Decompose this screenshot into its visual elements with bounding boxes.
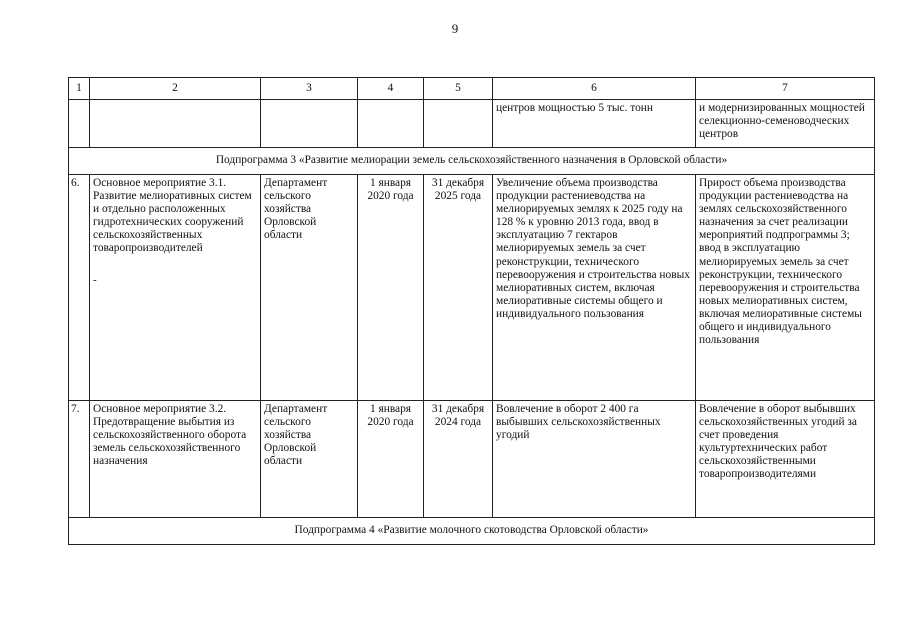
start-date-cell: 1 января 2020 года [358,175,424,401]
result-cell: центров мощностью 5 тыс. тонн [493,100,696,148]
empty-cell [90,100,261,148]
dash-mark: - [93,273,97,286]
header-cell: 1 [69,78,90,100]
row-number: 7. [69,401,90,518]
indicator-cell: и модернизированных мощностей селекционно-семеноводческих центров [696,100,875,148]
end-date-cell: 31 декабря 2024 года [424,401,493,518]
indicator-cell: Вовлечение в оборот выбывших сельскохозяйственных угодий за счет проведения культуртехнических работ сельскохозяйственными товаропроизводителями [696,401,875,518]
subprogram-row [69,518,875,545]
result-cell: Увеличение объема производства продукции растениеводства на мелиорируемых землях к 2025 году на 128 % к уровню 2013 года, ввод в эксплуатацию 7 гектаров мелиорируемых земель за счет реконструкции, технического перевооружения и строительства новых мелиоративных систем, включая мелиоративные системы общего и индивидуального пользования [493,175,696,401]
header-cell: 7 [696,78,875,100]
subprogram-4-title: Подпрограмма 4 «Развитие молочного скотоводства Орловской области» [69,518,875,545]
empty-cell [358,100,424,148]
header-cell: 4 [358,78,424,100]
header-cell: 3 [261,78,358,100]
header-cell: 5 [424,78,493,100]
continuation-row [69,100,875,148]
activity-name: Основное мероприятие 3.1. Развитие мелиоративных систем и отдельно расположенных гидротехнических сооружений сельскохозяйственных товаропроизводителей [93,177,252,255]
executor-cell: Департамент сельского хозяйства Орловской области [261,401,358,518]
header-cell: 6 [493,78,696,100]
subprogram-3-title: Подпрограмма 3 «Развитие мелиорации земель сельскохозяйственного назначения в Орловской области» [69,148,875,175]
result-cell: Вовлечение в оборот 2 400 га выбывших сельскохозяйственных угодий [493,401,696,518]
table-row [69,175,875,401]
header-row [69,78,875,100]
indicator-cell: Прирост объема производства продукции растениеводства на землях сельскохозяйственного назначения за счет реализации мероприятий подпрограммы 3; ввод в эксплуатацию мелиорируемых земель за счет реконструкции, технического перевооружения и строительства новых мелиоративных систем, включая мелиоративные системы общего и индивидуального пользования [696,175,875,401]
row-number: 6. [69,175,90,401]
empty-cell [69,100,90,148]
table-row [69,401,875,518]
end-date-cell: 31 декабря 2025 года [424,175,493,401]
start-date-cell: 1 января 2020 года [358,401,424,518]
subprogram-row [69,148,875,175]
program-table [68,77,875,545]
empty-cell [261,100,358,148]
activity-cell: Основное мероприятие 3.2. Предотвращение выбытия из сельскохозяйственного оборота земель сельскохозяйственного назначения [90,401,261,518]
header-cell: 2 [90,78,261,100]
empty-cell [424,100,493,148]
executor-cell: Департамент сельского хозяйства Орловской области [261,175,358,401]
page-number: 9 [451,21,459,36]
activity-cell [90,175,261,401]
